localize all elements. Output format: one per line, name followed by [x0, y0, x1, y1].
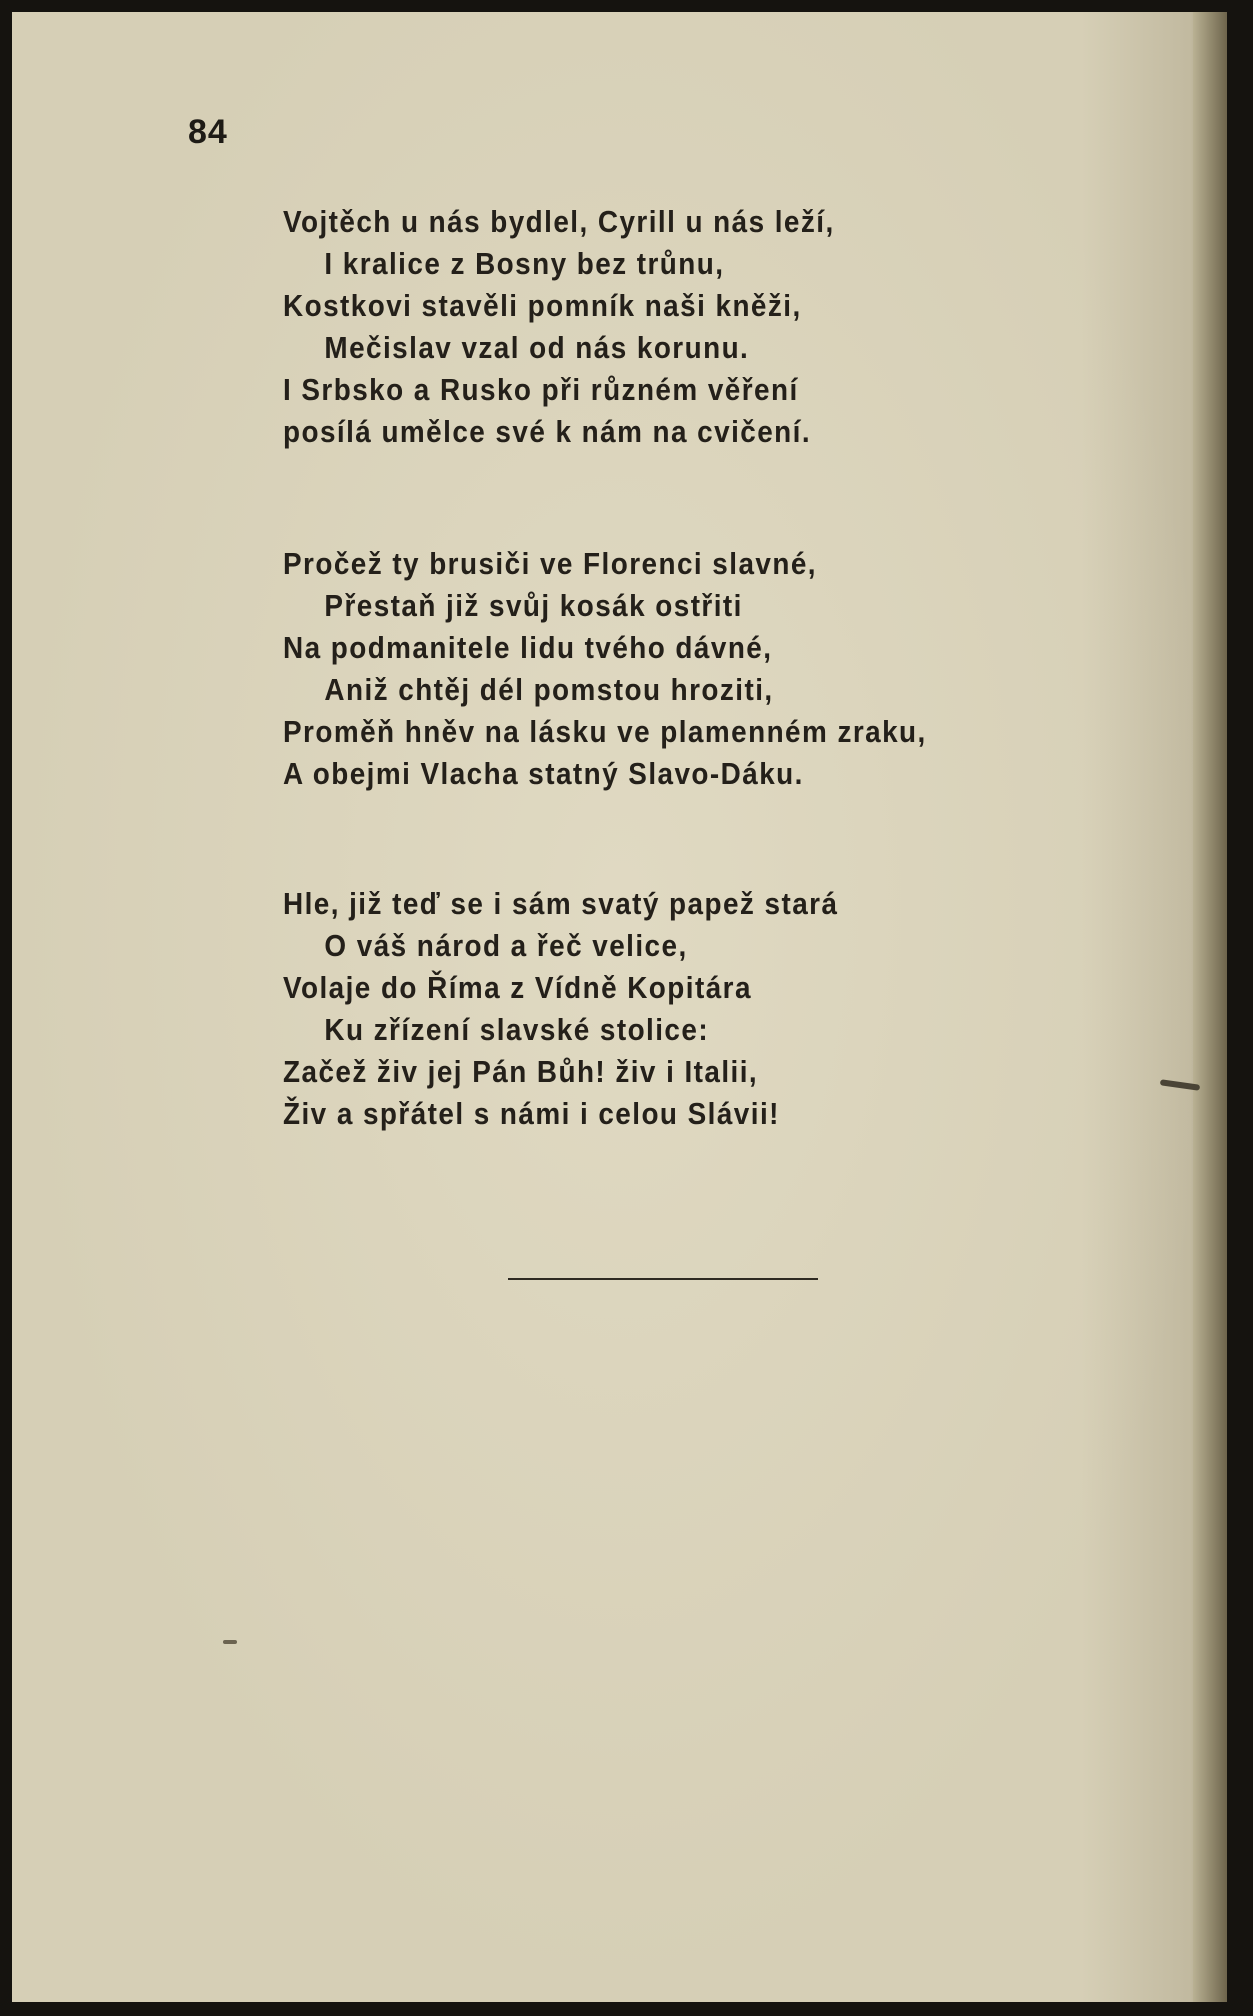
verse-line: Přestaň již svůj kosák ostřiti — [324, 588, 743, 623]
ink-speck — [223, 1640, 237, 1644]
stanza-2 — [283, 543, 927, 795]
page-number: 84 — [188, 113, 228, 151]
stanza-1 — [283, 201, 835, 453]
verse-line: posílá umělce své k nám na cvičení. — [283, 414, 812, 449]
verse-line: I Srbsko a Rusko při různém věření — [283, 372, 799, 407]
verse-line: Proměň hněv na lásku ve plamenném zraku, — [283, 714, 927, 749]
verse-line: Kostkovi stavěli pomník naši kněži, — [283, 288, 802, 323]
verse-line: Živ a spřátel s námi i celou Slávii! — [283, 1096, 780, 1131]
end-divider-rule — [508, 1278, 818, 1280]
verse-line: Na podmanitele lidu tvého dávné, — [283, 630, 773, 665]
verse-line: Ku zřízení slavské stolice: — [324, 1012, 710, 1047]
verse-line: Aniž chtěj dél pomstou hroziti, — [324, 672, 774, 707]
verse-line: Mečislav vzal od nás korunu. — [324, 330, 750, 365]
verse-line: A obejmi Vlacha statný Slavo-Dáku. — [283, 756, 804, 791]
stanza-3 — [283, 883, 838, 1135]
verse-line: Volaje do Říma z Vídně Kopitára — [283, 970, 752, 1005]
page-gutter-shadow — [1193, 12, 1227, 2002]
verse-line: I kralice z Bosny bez trůnu, — [324, 246, 725, 281]
verse-line: O váš národ a řeč velice, — [324, 928, 688, 963]
verse-line: Vojtěch u nás bydlel, Cyrill u nás leží, — [283, 204, 835, 239]
verse-line: Hle, již teď se i sám svatý papež stará — [283, 886, 839, 921]
verse-line: Pročež ty brusiči ve Florenci slavné, — [283, 546, 817, 581]
verse-line: Začež živ jej Pán Bůh! živ i Italii, — [283, 1054, 759, 1089]
